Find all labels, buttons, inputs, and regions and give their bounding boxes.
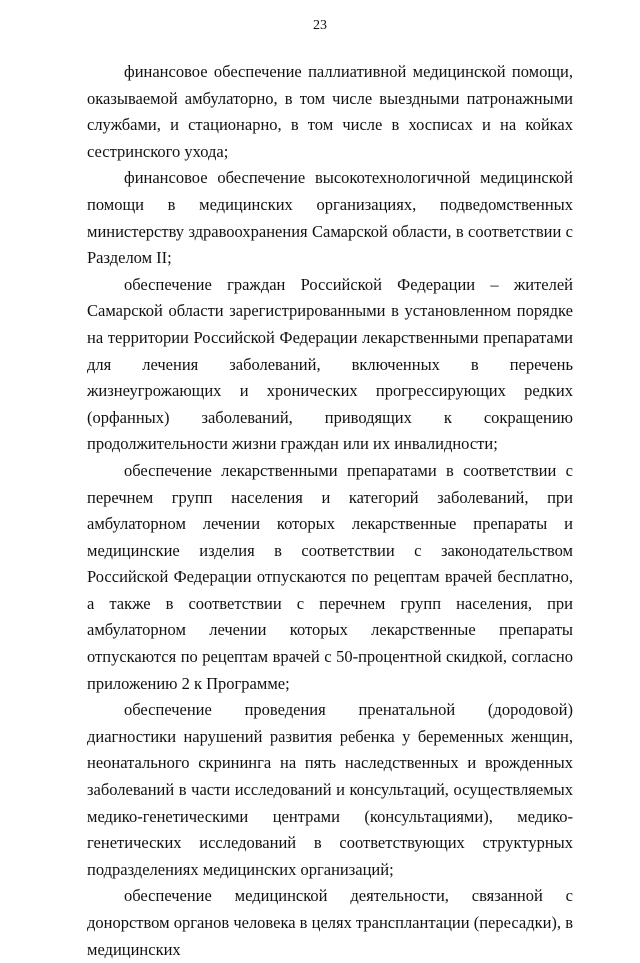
paragraph-orphan-diseases-drugs: обеспечение граждан Российской Федерации – жителей Самарской области зарегистрированными в установленном порядке на территории Российской Федерации лекарственными препаратами для лечения заболеваний, включенных в перечень жизнеугрожающих и хронических прогрессирующих редких (орфанных) заболеваний, приводящих к сокращению продолжительности жизни граждан или их инвалидности; (87, 274, 573, 454)
paragraph-high-tech-care-funding: финансовое обеспечение высокотехнологичной медицинской помощи в медицинских организациях, подведомственных министерству здравоохранения Самарской области, в соответствии с Разделом II; (87, 168, 573, 268)
paragraph-prenatal-diagnostics: обеспечение проведения пренатальной (дородовой) диагностики нарушений развития ребенка у беременных женщин, неонатального скрининга на пять наследственных и врожденных заболеваний в части исследований и консультаций, осуществляемых медико-генетическими центрами (консультациями), медико-генетических исследований в соответствующих структурных подразделениях медицинских организаций; (87, 700, 573, 879)
paragraph-drug-provision: обеспечение лекарственными препаратами в соответствии с перечнем групп населения и категорий заболеваний, при амбулаторном лечении которых лекарственные препараты и медицинские изделия в соответствии с законодательством Российской Федерации отпускаются по рецептам врачей бесплатно, а также в соответствии с перечнем групп населения, при амбулаторном лечении которых лекарственные препараты отпускаются по рецептам врачей с 50-процентной скидкой, согласно приложению 2 к Программе; (87, 460, 573, 693)
paragraph-palliative-care-funding: финансовое обеспечение паллиативной медицинской помощи, оказываемой амбулаторно, в том числе выездными патронажными службами, и стационарно, в том числе в хосписах и на койках сестринского ухода; (87, 62, 573, 161)
document-body (87, 59, 573, 963)
paragraph-organ-donation: обеспечение медицинской деятельности, связанной с донорством органов человека в целях трансплантации (пересадки), в медицинских (87, 886, 573, 959)
page-number: 23 (313, 18, 327, 33)
